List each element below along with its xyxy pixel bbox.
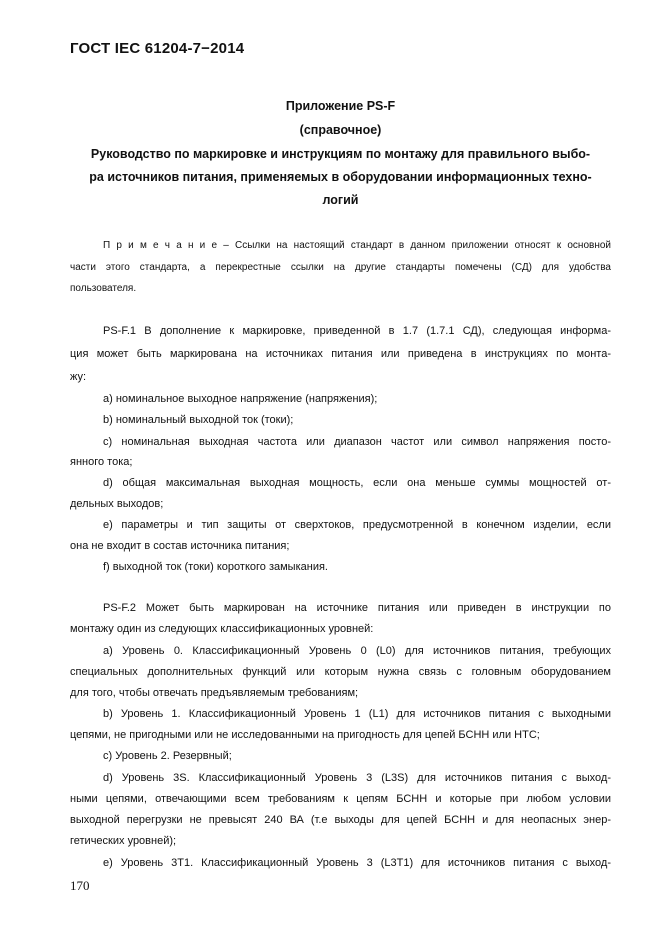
list-item-continuation: гетических уровней); — [70, 835, 177, 847]
paragraph-line: жу: — [70, 371, 87, 383]
annex-heading-line: ра источников питания, применяемых в оборудовании информационных техно- — [89, 170, 592, 184]
list-item-continuation: она не входит в состав источника питания; — [70, 540, 290, 552]
list-item: c) Уровень 2. Резервный; — [103, 750, 232, 762]
annex-heading-line: логий — [322, 193, 359, 207]
list-item-continuation: выходной перегрузки не превысят 240 ВА (т.е выходы для цепей БСНН и для неопасных энер- — [70, 814, 611, 826]
list-item: d) Уровень 3S. Классификационный Уровень 3 (L3S) для источников питания с выход- — [103, 772, 611, 784]
page-number: 170 — [70, 878, 90, 893]
list-item: а) номинальное выходное напряжение (напряжения); — [103, 393, 378, 405]
list-item: b) Уровень 1. Классификационный Уровень 1 (L1) для источников питания с выходными — [103, 708, 611, 720]
paragraph-line: монтажу один из следующих классификационных уровней: — [70, 623, 374, 635]
list-item: a) Уровень 0. Классификационный Уровень 0 (L0) для источников питания, требующих — [103, 645, 611, 657]
annex-status: (справочное) — [299, 123, 382, 137]
list-item-continuation: дельных выходов; — [70, 498, 164, 510]
list-item-continuation: янного тока; — [70, 456, 133, 468]
list-item: c) номинальная выходная частота или диапазон частот или символ напряжения посто- — [103, 436, 611, 448]
list-item-continuation: ными цепями, отвечающими всем требованиям к цепям БСНН и которые при любом условии — [70, 793, 611, 805]
document-code: ГОСТ IEC 61204-7−2014 — [70, 40, 245, 57]
list-item: e) Уровень 3T1. Классификационный Уровень 3 (L3T1) для источников питания с выход- — [103, 857, 611, 869]
list-item-continuation: для того, чтобы отвечать предъявляемым требованиям; — [70, 687, 359, 699]
paragraph-line: PS-F.2 Может быть маркирован на источнике питания или приведен в инструкции по — [103, 602, 611, 614]
paragraph-line: PS-F.1 В дополнение к маркировке, приведенной в 1.7 (1.7.1 СД), следующая информа- — [103, 325, 611, 337]
list-item-continuation: специальных дополнительных функций или которым нужна связь с головным оборудованием — [70, 666, 611, 678]
list-item-continuation: цепями, не пригодными или не исследованными на пригодность для цепей БСНН или НТС; — [70, 729, 540, 741]
note-line: П р и м е ч а н и е – Ссылки на настоящий стандарт в данном приложении относят к основной — [103, 240, 611, 251]
annex-heading-line: Руководство по маркировке и инструкциям по монтажу для правильного выбо- — [90, 147, 591, 161]
list-item: e) параметры и тип защиты от сверхтоков, предусмотренной в конечном изделии, если — [103, 519, 611, 531]
note-line: части этого стандарта, а перекрестные ссылки на другие стандарты помечены (СД) для удобства — [70, 262, 611, 273]
list-item: b) номинальный выходной ток (токи); — [103, 414, 294, 426]
paragraph-line: ция может быть маркирована на источниках питания или приведена в инструкциях по монта- — [70, 348, 611, 360]
list-item: d) общая максимальная выходная мощность, если она меньше суммы мощностей от- — [103, 477, 611, 489]
annex-title: Приложение PS-F — [285, 99, 396, 113]
list-item: f) выходной ток (токи) короткого замыкания. — [103, 561, 328, 573]
note-line: пользователя. — [70, 283, 137, 294]
